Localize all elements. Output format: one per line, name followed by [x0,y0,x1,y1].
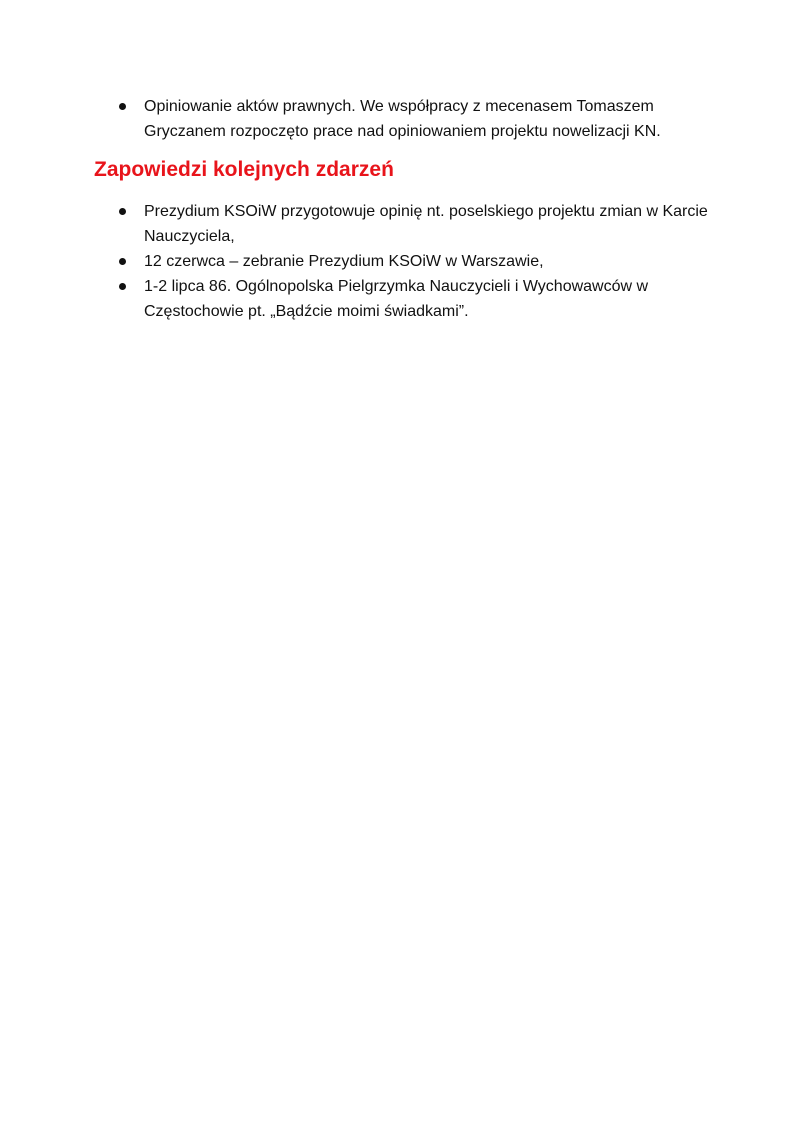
bullet-icon [119,258,126,265]
section-heading: Zapowiedzi kolejnych zdarzeń [94,158,394,181]
activities-list [118,94,708,144]
bullet-icon [119,103,126,110]
list-item-text: Opiniowanie aktów prawnych. We współpracy z mecenasem Tomaszem Gryczanem rozpoczęto prace nad opiniowaniem projektu nowelizacji KN. [144,98,661,140]
list-item-text: 12 czerwca – zebranie Prezydium KSOiW w Warszawie, [144,253,544,270]
list-item-text: Prezydium KSOiW przygotowuje opinię nt. poselskiego projektu zmian w Karcie Nauczyciela, [144,203,708,245]
list-item [118,274,708,324]
list-item [118,94,708,144]
upcoming-events-list [118,199,708,324]
list-item [118,199,708,249]
list-item [118,249,708,274]
list-item-text: 1-2 lipca 86. Ogólnopolska Pielgrzymka Nauczycieli i Wychowawców w Częstochowie pt. „Bądźcie moimi świadkami”. [144,278,649,320]
bullet-icon [119,208,126,215]
bullet-icon [119,283,126,290]
